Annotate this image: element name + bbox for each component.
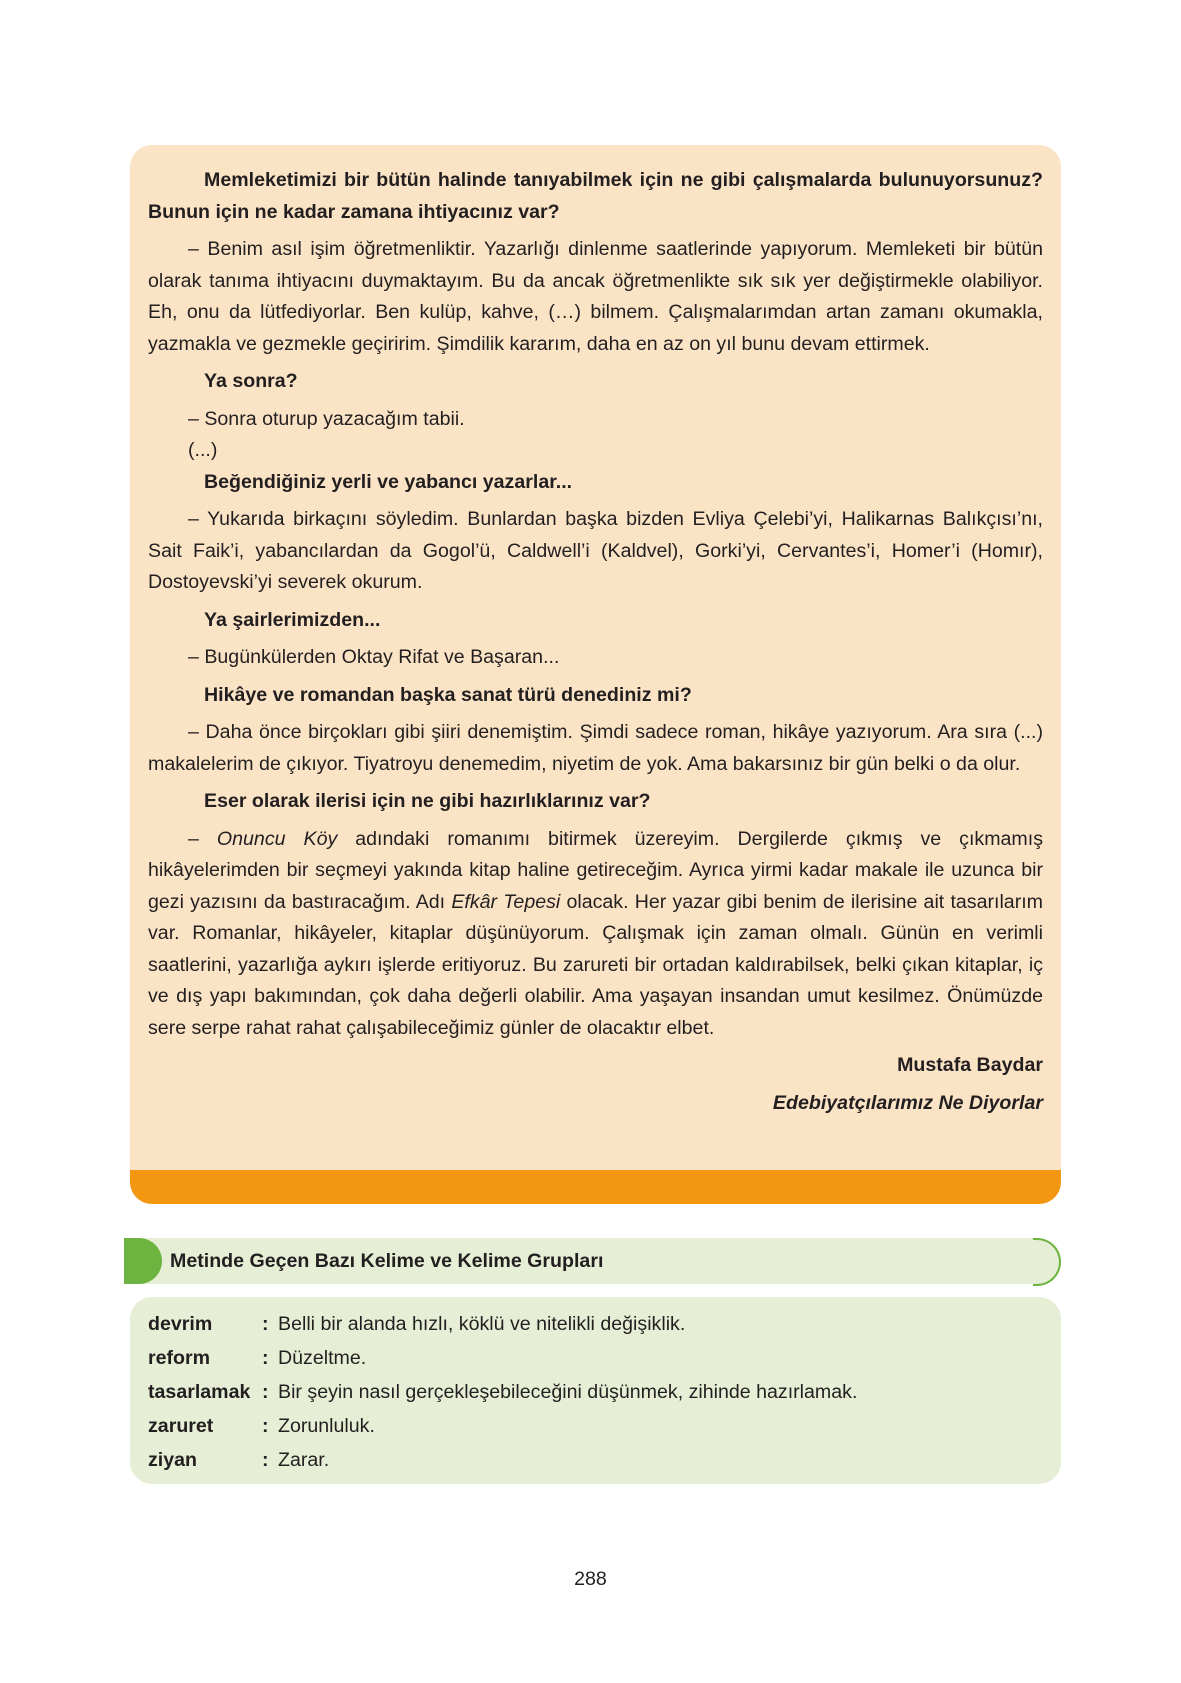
green-arc-icon xyxy=(1033,1238,1061,1286)
book-title: Onuncu Köy xyxy=(216,827,338,850)
vocabulary-colon: : xyxy=(262,1380,269,1403)
book-title: Efkâr Tepesi xyxy=(451,890,561,913)
interview-question: Ya sonra? xyxy=(204,370,298,392)
vocabulary-row xyxy=(148,1341,857,1375)
page-number: 288 xyxy=(574,1568,607,1590)
answer-text: olacak. Her yazar gibi benim de ilerisine ait tasarılarım var. Romanlar, hikâyeler, kitaplar düşünüyorum. Çalışmak için zaman olmalı. Günün en verimli saatlerini, yazarlığa aykırı işlerde eritiyoruz. Bu zarureti bir ortadan kaldırabilsek, belki çıkan kitaplar, iç ve dış yapı bakımından, çok daha değerli olabilir. Ama yaşayan insandan umut kesilmez. Önümüzde sere serpe rahat rahat çalışabileceğimiz günler de olacaktır elbet. xyxy=(148,890,1043,1039)
interview-answer: – Sonra oturup yazacağım tabii. xyxy=(188,407,465,430)
answer-text: adındaki romanımı bitirmek üzereyim. Dergilerde çıkmış ve çıkmamış hikâyelerimden bir seçmeyi yakında kitap haline getireceğim. Ayrıca yirmi kadar makale ile uzunca bir gezi yazısını da bastıracağım. Adı xyxy=(148,827,1043,913)
vocabulary-term: ziyan xyxy=(148,1448,198,1471)
source-title: Edebiyatçılarımız Ne Diyorlar xyxy=(772,1091,1043,1114)
interview-text xyxy=(148,165,1043,1125)
interview-answer xyxy=(148,824,1043,1045)
interview-answer: – Yukarıda birkaçını söyledim. Bunlardan başka bizden Evliya Çelebi’yi, Halikarnas Balıkçısı’nı, Sait Faik’i, yabancılardan da Gogol’ü, Caldwell’i (Kaldvel), Gorki’yi, Cervantes’i, Homer’i (Homır), Dostoyevski’yi severek okurum. xyxy=(148,508,1043,593)
vocabulary-definition: Belli bir alanda hızlı, köklü ve nitelikli değişiklik. xyxy=(278,1312,686,1335)
vocabulary-row xyxy=(148,1375,857,1409)
omission-mark: (...) xyxy=(188,439,218,461)
interview-answer: – Benim asıl işim öğretmenliktir. Yazarlığı dinlenme saatlerinde yapıyorum. Memleketi bir bütün olarak tanıma ihtiyacını duymaktayım. Bu da ancak öğretmenlikte sık sık yer değiştirmekle olabiliyor. Eh, onu da lütfediyorlar. Ben kulüp, kahve, (…) bilmem. Çalışmalarımdan artan zamanı okumakla, yazmakla ve gezmekle geçiririm. Şimdilik kararım, daha en az on yıl bunu devam ettirmek. xyxy=(148,238,1043,355)
vocabulary-term: zaruret xyxy=(148,1414,214,1437)
vocabulary-title: Metinde Geçen Bazı Kelime ve Kelime Grupları xyxy=(170,1250,604,1272)
vocabulary-definition: Düzeltme. xyxy=(278,1346,367,1369)
interview-question: Hikâye ve romandan başka sanat türü denediniz mi? xyxy=(204,683,692,706)
vocabulary-definition: Zarar. xyxy=(278,1448,330,1471)
vocabulary-colon: : xyxy=(262,1414,269,1437)
vocabulary-colon: : xyxy=(262,1312,269,1335)
vocabulary-colon: : xyxy=(262,1346,269,1369)
author-name: Mustafa Baydar xyxy=(897,1054,1043,1076)
vocabulary-row xyxy=(148,1443,857,1477)
interview-panel xyxy=(130,145,1061,1204)
vocabulary-header xyxy=(130,1238,1061,1284)
answer-dash: – xyxy=(188,827,217,850)
vocabulary-row xyxy=(148,1307,857,1341)
interview-answer: – Bugünkülerden Oktay Rifat ve Başaran... xyxy=(188,646,560,668)
vocabulary-definition: Bir şeyin nasıl gerçekleşebileceğini düşünmek, zihinde hazırlamak. xyxy=(278,1380,858,1403)
vocabulary-definition: Zorunluluk. xyxy=(278,1414,375,1437)
interview-question: Ya şairlerimizden... xyxy=(204,608,381,631)
interview-question: Memleketimizi bir bütün halinde tanıyabilmek için ne gibi çalışmalarda bulunuyorsunuz? Bunun için ne kadar zamana ihtiyacınız var? xyxy=(148,169,1043,223)
vocabulary-row xyxy=(148,1409,857,1443)
interview-answer: – Daha önce birçokları gibi şiiri denemiştim. Şimdi sadece roman, hikâye yazıyorum. Ara sıra (...) makalelerim de çıkıyor. Tiyatroyu denemedim, niyetim de yok. Ama bakarsınız bir gün belki o da olur. xyxy=(148,721,1043,775)
interview-question: Eser olarak ilerisi için ne gibi hazırlıklarınız var? xyxy=(204,790,651,812)
green-bullet-icon xyxy=(124,1238,162,1284)
vocabulary-term: tasarlamak xyxy=(148,1380,251,1403)
interview-question: Beğendiğiniz yerli ve yabancı yazarlar... xyxy=(204,470,573,493)
vocabulary-term: reform xyxy=(148,1346,211,1369)
vocabulary-box xyxy=(130,1297,1061,1484)
vocabulary-term: devrim xyxy=(148,1312,213,1335)
orange-divider-band xyxy=(130,1170,1061,1204)
vocabulary-colon: : xyxy=(262,1448,269,1471)
vocabulary-table xyxy=(148,1307,857,1477)
